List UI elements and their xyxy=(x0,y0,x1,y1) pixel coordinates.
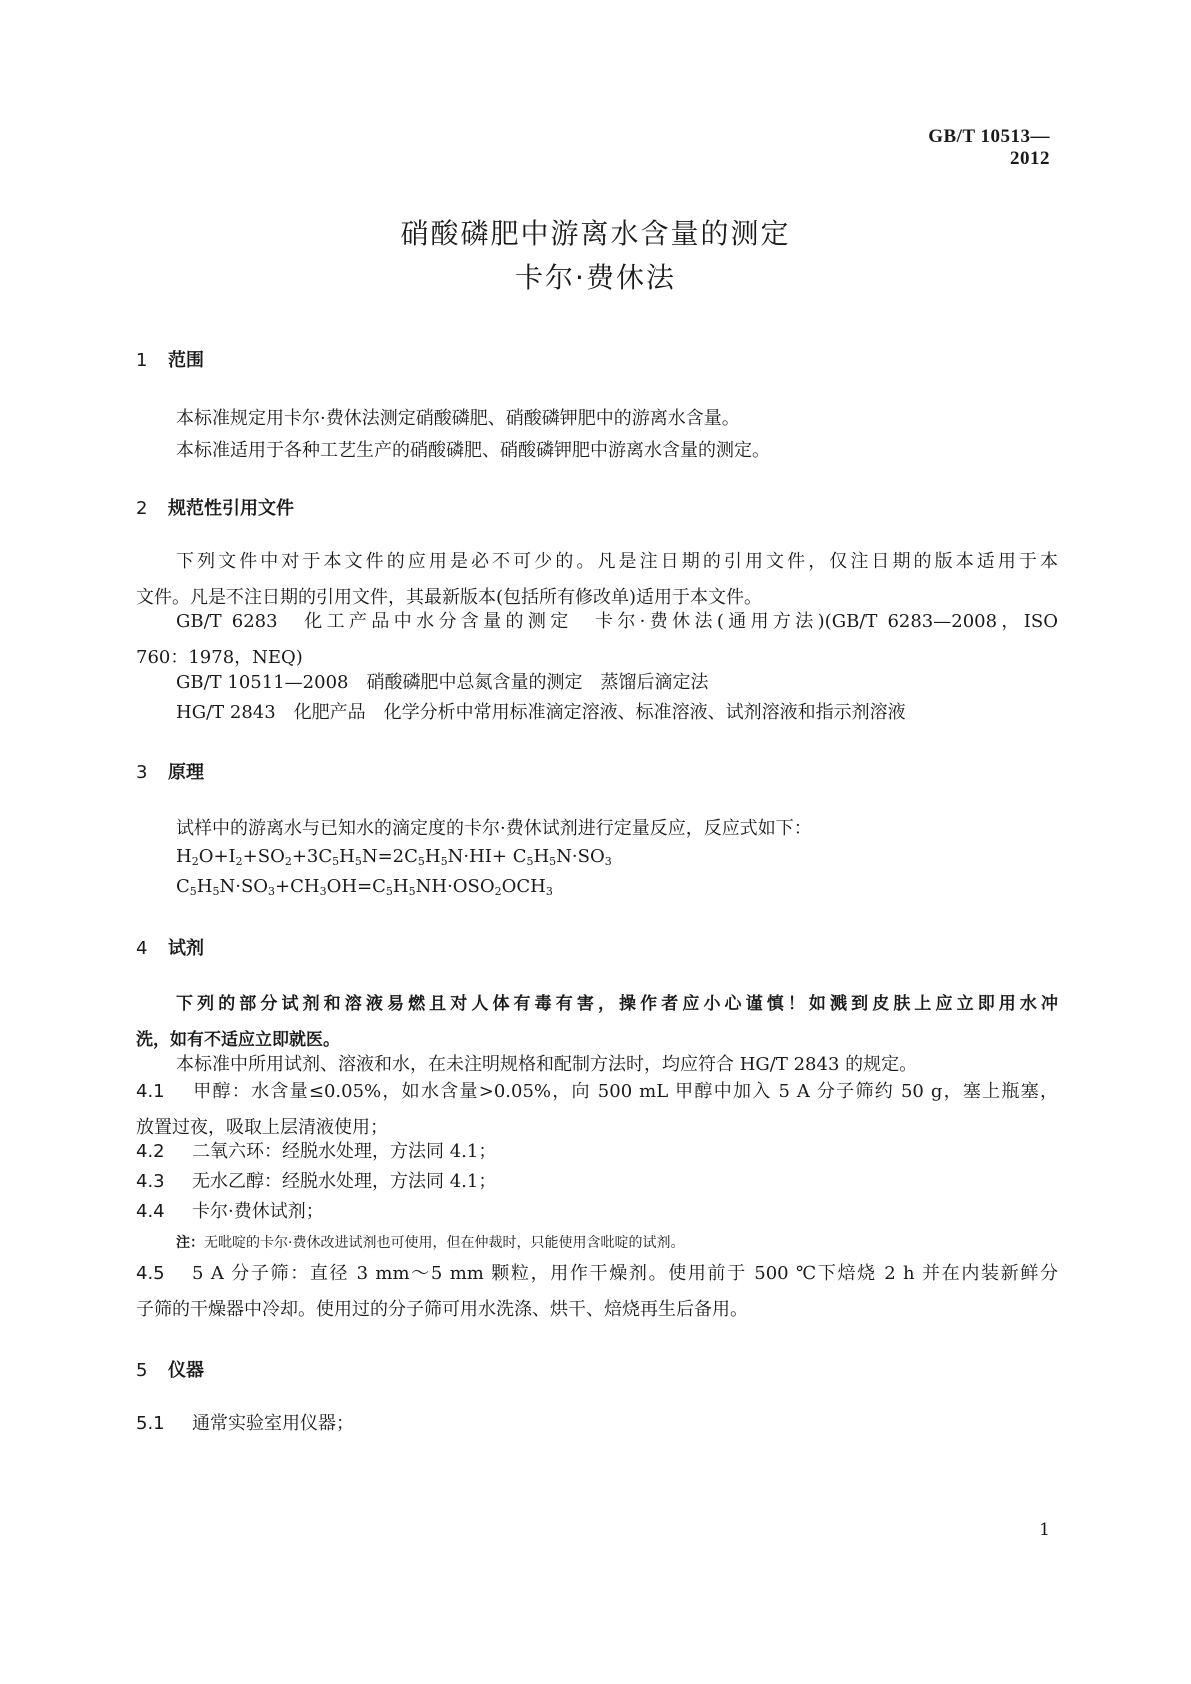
section-2-heading xyxy=(136,494,294,520)
reagent-item-4-2: 4.2 二氧六环：经脱水处理，方法同 4.1； xyxy=(136,1134,1058,1170)
reference-gbt6283 xyxy=(136,604,1058,676)
safety-warning xyxy=(136,986,1058,1058)
item-number: 4.4 xyxy=(136,1201,165,1222)
paragraph-line: GB/T 6283 化工产品中水分含量的测定 卡尔·费休法(通用方法)(GB/T 6283—2008，ISO xyxy=(176,611,1058,632)
item-number: 5.1 xyxy=(136,1413,165,1434)
item-line: 子筛的干燥器中冷却。使用过的分子筛可用水洗涤、烘干、焙烧再生后备用。 xyxy=(136,1299,748,1320)
section-number: 5 xyxy=(136,1360,148,1381)
note-label: 注： xyxy=(176,1235,204,1251)
scope-paragraph-2: 本标准适用于各种工艺生产的硝酸磷肥、硝酸磷钾肥中游离水含量的测定。 xyxy=(176,440,770,461)
document-subtitle: 卡尔·费休法 xyxy=(515,261,676,294)
reference-hgt2843: HG/T 2843 化肥产品 化学分析中常用标准滴定溶液、标准溶液、试剂溶液和指示剂溶液 xyxy=(176,702,906,723)
section-4-heading xyxy=(136,934,204,960)
paragraph-line: 文件。凡是不注日期的引用文件，其最新版本(包括所有修改单)适用于本文件。 xyxy=(136,587,763,608)
section-title: 范围 xyxy=(168,350,204,371)
reference-gbt10511: GB/T 10511—2008 硝酸磷肥中总氮含量的测定 蒸馏后滴定法 xyxy=(176,672,709,693)
scope-paragraph-1: 本标准规定用卡尔·费休法测定硝酸磷肥、硝酸磷钾肥中的游离水含量。 xyxy=(176,408,740,429)
reaction-equation-1: $H_2O+I_2+SO_2+3C_5H_5N=2C_5H_5N\cdot HI+ C_5H_5N\cdot SO_3$ xyxy=(176,846,612,868)
item-number: 4.2 xyxy=(136,1141,165,1162)
apparatus-item-5-1: 5.1 通常实验室用仪器； xyxy=(136,1406,1058,1442)
item-number: 4.3 xyxy=(136,1171,165,1192)
item-number: 4.1 xyxy=(136,1081,165,1102)
section-1-heading xyxy=(136,346,204,372)
section-number: 2 xyxy=(136,498,148,519)
item-line: 4.5 5 A 分子筛：直径 3 mm～5 mm 颗粒，用作干燥剂。使用前于 500 ℃下焙烧 2 h 并在内装新鲜分 xyxy=(136,1256,1058,1292)
item-number: 4.5 xyxy=(136,1263,165,1284)
reaction-equation-2: $C_5H_5N\cdot SO_3+CH_3OH=C_5H_5NH\cdot OSO_2OCH_3$ xyxy=(176,876,553,898)
item-line: 4.1 甲醇：水含量≤0.05%，如水含量>0.05%，向 500 mL 甲醇中加入 5 A 分子筛约 50 g，塞上瓶塞， xyxy=(136,1074,1058,1110)
section-title: 仪器 xyxy=(168,1360,204,1381)
section-3-heading xyxy=(136,758,204,784)
paragraph-line: 洗，如有不适应立即就医。 xyxy=(136,1030,340,1050)
section-number: 3 xyxy=(136,762,148,783)
paragraph-line: 下列文件中对于本文件的应用是必不可少的。凡是注日期的引用文件，仅注日期的版本适用于本 xyxy=(176,551,1058,572)
section-title: 试剂 xyxy=(168,938,204,959)
paragraph-line: 760：1978，NEQ) xyxy=(136,647,303,668)
document-title: 硝酸磷肥中游离水含量的测定 xyxy=(400,217,791,250)
section-title: 规范性引用文件 xyxy=(168,498,294,519)
section-number: 1 xyxy=(136,350,148,371)
page-number: 1 xyxy=(1039,1520,1050,1540)
section-number: 4 xyxy=(136,938,148,959)
reagents-general-paragraph: 本标准中所用试剂、溶液和水，在未注明规格和配制方法时，均应符合 HG/T 2843 的规定。 xyxy=(176,1054,918,1075)
section-title: 原理 xyxy=(168,762,204,783)
item-line: 放置过夜，吸取上层清液使用； xyxy=(136,1117,388,1138)
paragraph-line: 下列的部分试剂和溶液易燃且对人体有毒有害，操作者应小心谨慎！如溅到皮肤上应立即用水冲 xyxy=(176,994,1058,1014)
section-5-heading xyxy=(136,1356,204,1382)
reagent-note: 注：无吡啶的卡尔·费休改进试剂也可使用，但在仲裁时，只能使用含吡啶的试剂。 xyxy=(176,1235,685,1251)
principle-paragraph: 试样中的游离水与已知水的滴定度的卡尔·费休试剂进行定量反应，反应式如下： xyxy=(176,818,812,839)
standard-code: GB/T 10513—2012 xyxy=(928,126,1050,169)
reagent-item-4-3: 4.3 无水乙醇：经脱水处理，方法同 4.1； xyxy=(136,1164,1058,1200)
reagent-item-4-4: 4.4 卡尔·费休试剂； xyxy=(136,1194,1058,1230)
reagent-item-4-5 xyxy=(136,1256,1058,1328)
